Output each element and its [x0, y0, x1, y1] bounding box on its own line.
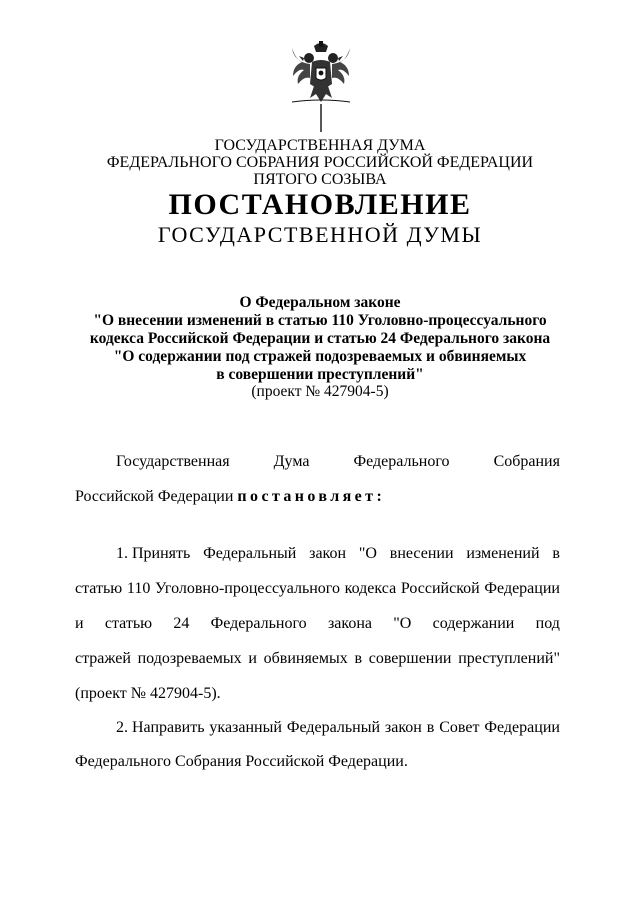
word: изменений: [466, 545, 540, 562]
word: статью: [75, 580, 123, 597]
word: закона: [327, 615, 372, 632]
word: Федеральный: [286, 719, 380, 736]
word: и: [75, 615, 84, 632]
word: Собрания: [493, 453, 560, 470]
org-name-line2: ФЕДЕРАЛЬНОГО СОБРАНИЯ РОССИЙСКОЙ ФЕДЕРАЦИИ: [106, 154, 534, 171]
project-number: (проект № 427904-5): [251, 383, 389, 400]
word: 2. Направить: [116, 719, 205, 736]
word: Дума: [273, 453, 310, 470]
resolves-word: постановляет:: [237, 488, 386, 505]
word: закон: [384, 719, 422, 736]
subject-line4: "О содержании под стражей подозреваемых и обвиняемых: [113, 348, 527, 365]
item1-line5: (проект № 427904-5).: [75, 685, 221, 702]
word: Уголовно-процессуального: [155, 580, 340, 597]
word: 110: [126, 580, 151, 597]
word: Совет: [439, 719, 480, 736]
subject-line5: в совершении преступлений": [216, 366, 424, 383]
item1-line4: [75, 650, 560, 668]
subject-line3: кодекса Российской Федерации и статью 24 Федерального закона: [89, 330, 551, 347]
document-subtitle: ГОСУДАРСТВЕННОЙ ДУМЫ: [157, 222, 483, 247]
word: закон: [309, 545, 347, 562]
item1-line3: [75, 615, 560, 633]
word: содержании: [432, 615, 515, 632]
org-name-line1: ГОСУДАРСТВЕННАЯ ДУМА: [214, 137, 426, 154]
word: стражей: [75, 650, 131, 667]
item2-line1: [116, 719, 560, 737]
convocation-line: ПЯТОГО СОЗЫВА: [253, 171, 387, 188]
subject-line1: О Федеральном законе: [239, 294, 401, 311]
word: преступлений": [458, 650, 560, 667]
word: в: [426, 719, 435, 736]
item1-line2: [75, 580, 560, 598]
word: совершении: [368, 650, 452, 667]
word: "О: [393, 615, 412, 632]
item2-line2: Федерального Собрания Российской Федерации.: [75, 753, 408, 770]
coat-of-arms-emblem-icon: [290, 40, 352, 132]
word: 24: [173, 615, 190, 632]
word: 1. Принять: [116, 545, 191, 562]
subject-line2: "О внесении изменений в статью 110 Уголовно-процессуального: [93, 312, 547, 329]
word: Федерации: [484, 719, 560, 736]
word: в: [552, 545, 560, 562]
word: Федерации: [484, 580, 560, 597]
word: Государственная: [116, 453, 230, 470]
preamble-line1: [116, 453, 560, 471]
word: Федерального: [353, 453, 450, 470]
item1-line1: [116, 545, 560, 563]
preamble-text: Российской Федерации: [75, 488, 234, 505]
word: указанный: [209, 719, 282, 736]
word: и: [248, 650, 257, 667]
preamble-line2: [75, 488, 560, 506]
word: Российской: [400, 580, 480, 597]
word: подозреваемых: [137, 650, 242, 667]
document-title: ПОСТАНОВЛЕНИЕ: [168, 188, 472, 221]
word: под: [535, 615, 560, 632]
word: в: [354, 650, 363, 667]
word: "О: [358, 545, 377, 562]
word: обвиняемых: [263, 650, 348, 667]
word: кодекса: [344, 580, 397, 597]
word: Федеральный: [203, 545, 297, 562]
word: Федерального: [210, 615, 307, 632]
word: внесении: [389, 545, 454, 562]
word: статью: [104, 615, 153, 632]
